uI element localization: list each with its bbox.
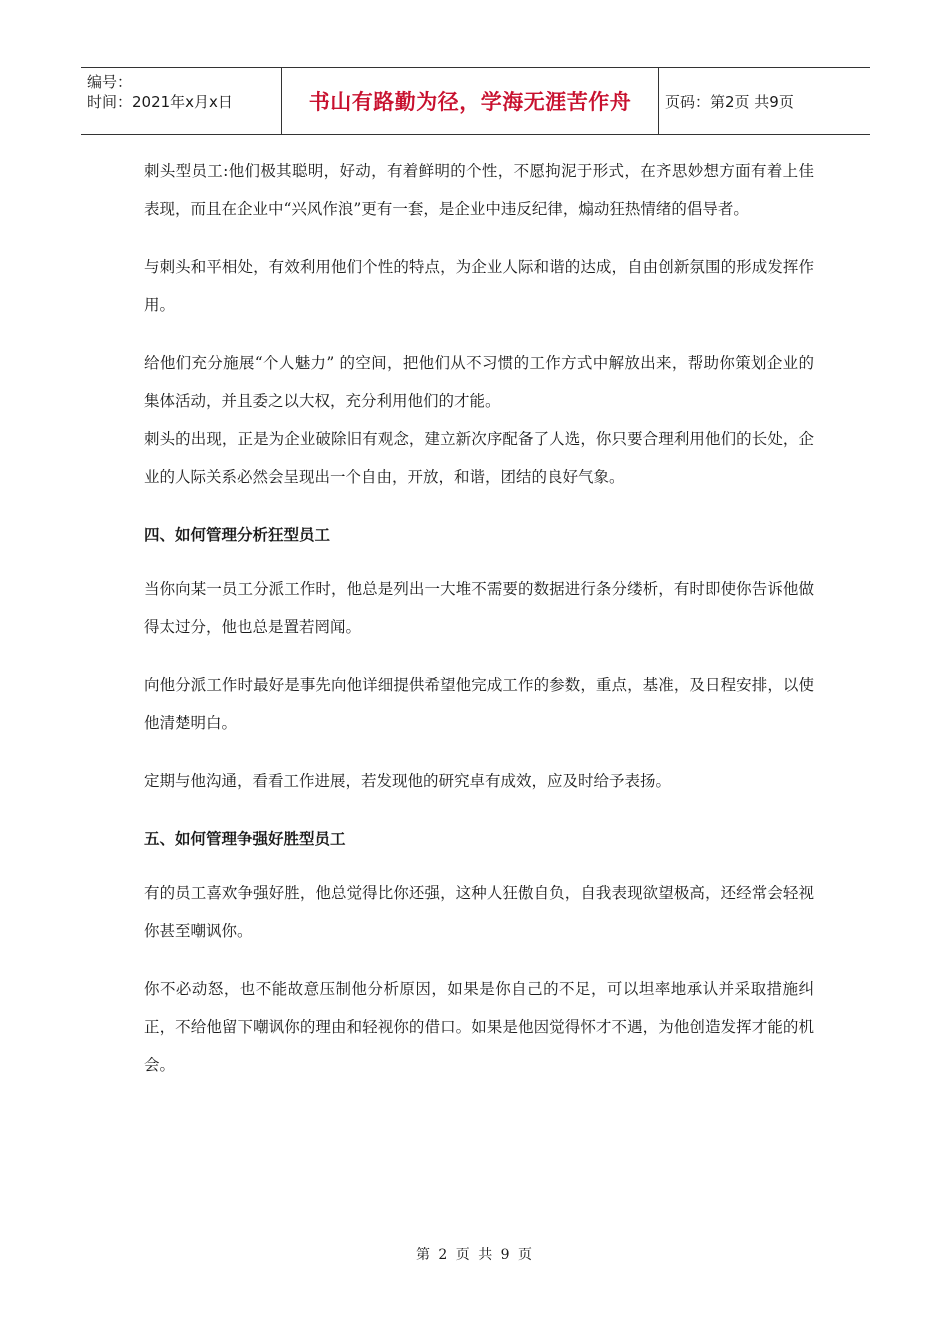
paragraph: 当你向某一员工分派工作时，他总是列出一大堆不需要的数据进行条分缕析，有时即使你告诉他做得太过分，他也总是置若罔闻。 xyxy=(144,580,814,636)
header-table xyxy=(81,67,870,135)
page-footer: 第 2 页 共 9 页 xyxy=(415,1247,535,1263)
document-date: 时间：2021年x月x日 xyxy=(87,93,233,111)
document-number: 编号： xyxy=(87,73,133,91)
paragraph: 刺头型员工:他们极其聪明，好动，有着鲜明的个性，不愿拘泥于形式，在齐思妙想方面有着上佳表现，而且在企业中“兴风作浪”更有一套，是企业中违反纪律，煽动狂热情绪的倡导者。 xyxy=(144,162,814,218)
section-heading: 四、如何管理分析狂型员工 xyxy=(144,526,331,544)
header-page-number: 页码：第2页 共9页 xyxy=(665,92,794,111)
header-motto: 书山有路勤为径，学海无涯苦作舟 xyxy=(282,68,659,134)
paragraph: 有的员工喜欢争强好胜，他总觉得比你还强，这种人狂傲自负，自我表现欲望极高，还经常会轻视你甚至嘲讽你。 xyxy=(144,884,814,940)
section-heading: 五、如何管理争强好胜型员工 xyxy=(144,830,346,848)
paragraph: 刺头的出现，正是为企业破除旧有观念，建立新次序配备了人选，你只要合理利用他们的长处，企业的人际关系必然会呈现出一个自由，开放，和谐，团结的良好气象。 xyxy=(144,430,814,486)
paragraph: 你不必动怒，也不能故意压制他分析原因，如果是你自己的不足，可以坦率地承认并采取措施纠正，不给他留下嘲讽你的理由和轻视你的借口。如果是他因觉得怀才不遇，为他创造发挥才能的机会。 xyxy=(144,980,814,1074)
paragraph: 给他们充分施展“个人魅力” 的空间，把他们从不习惯的工作方式中解放出来，帮助你策划企业的集体活动，并且委之以大权，充分利用他们的才能。 xyxy=(144,354,814,410)
document-body xyxy=(144,152,814,1104)
header-meta xyxy=(81,68,282,134)
paragraph: 向他分派工作时最好是事先向他详细提供希望他完成工作的参数，重点，基准，及日程安排，以使他清楚明白。 xyxy=(144,676,814,732)
paragraph: 定期与他沟通，看看工作进展，若发现他的研究卓有成效，应及时给予表扬。 xyxy=(144,772,672,790)
paragraph: 与刺头和平相处，有效利用他们个性的特点，为企业人际和谐的达成，自由创新氛围的形成发挥作用。 xyxy=(144,258,814,314)
